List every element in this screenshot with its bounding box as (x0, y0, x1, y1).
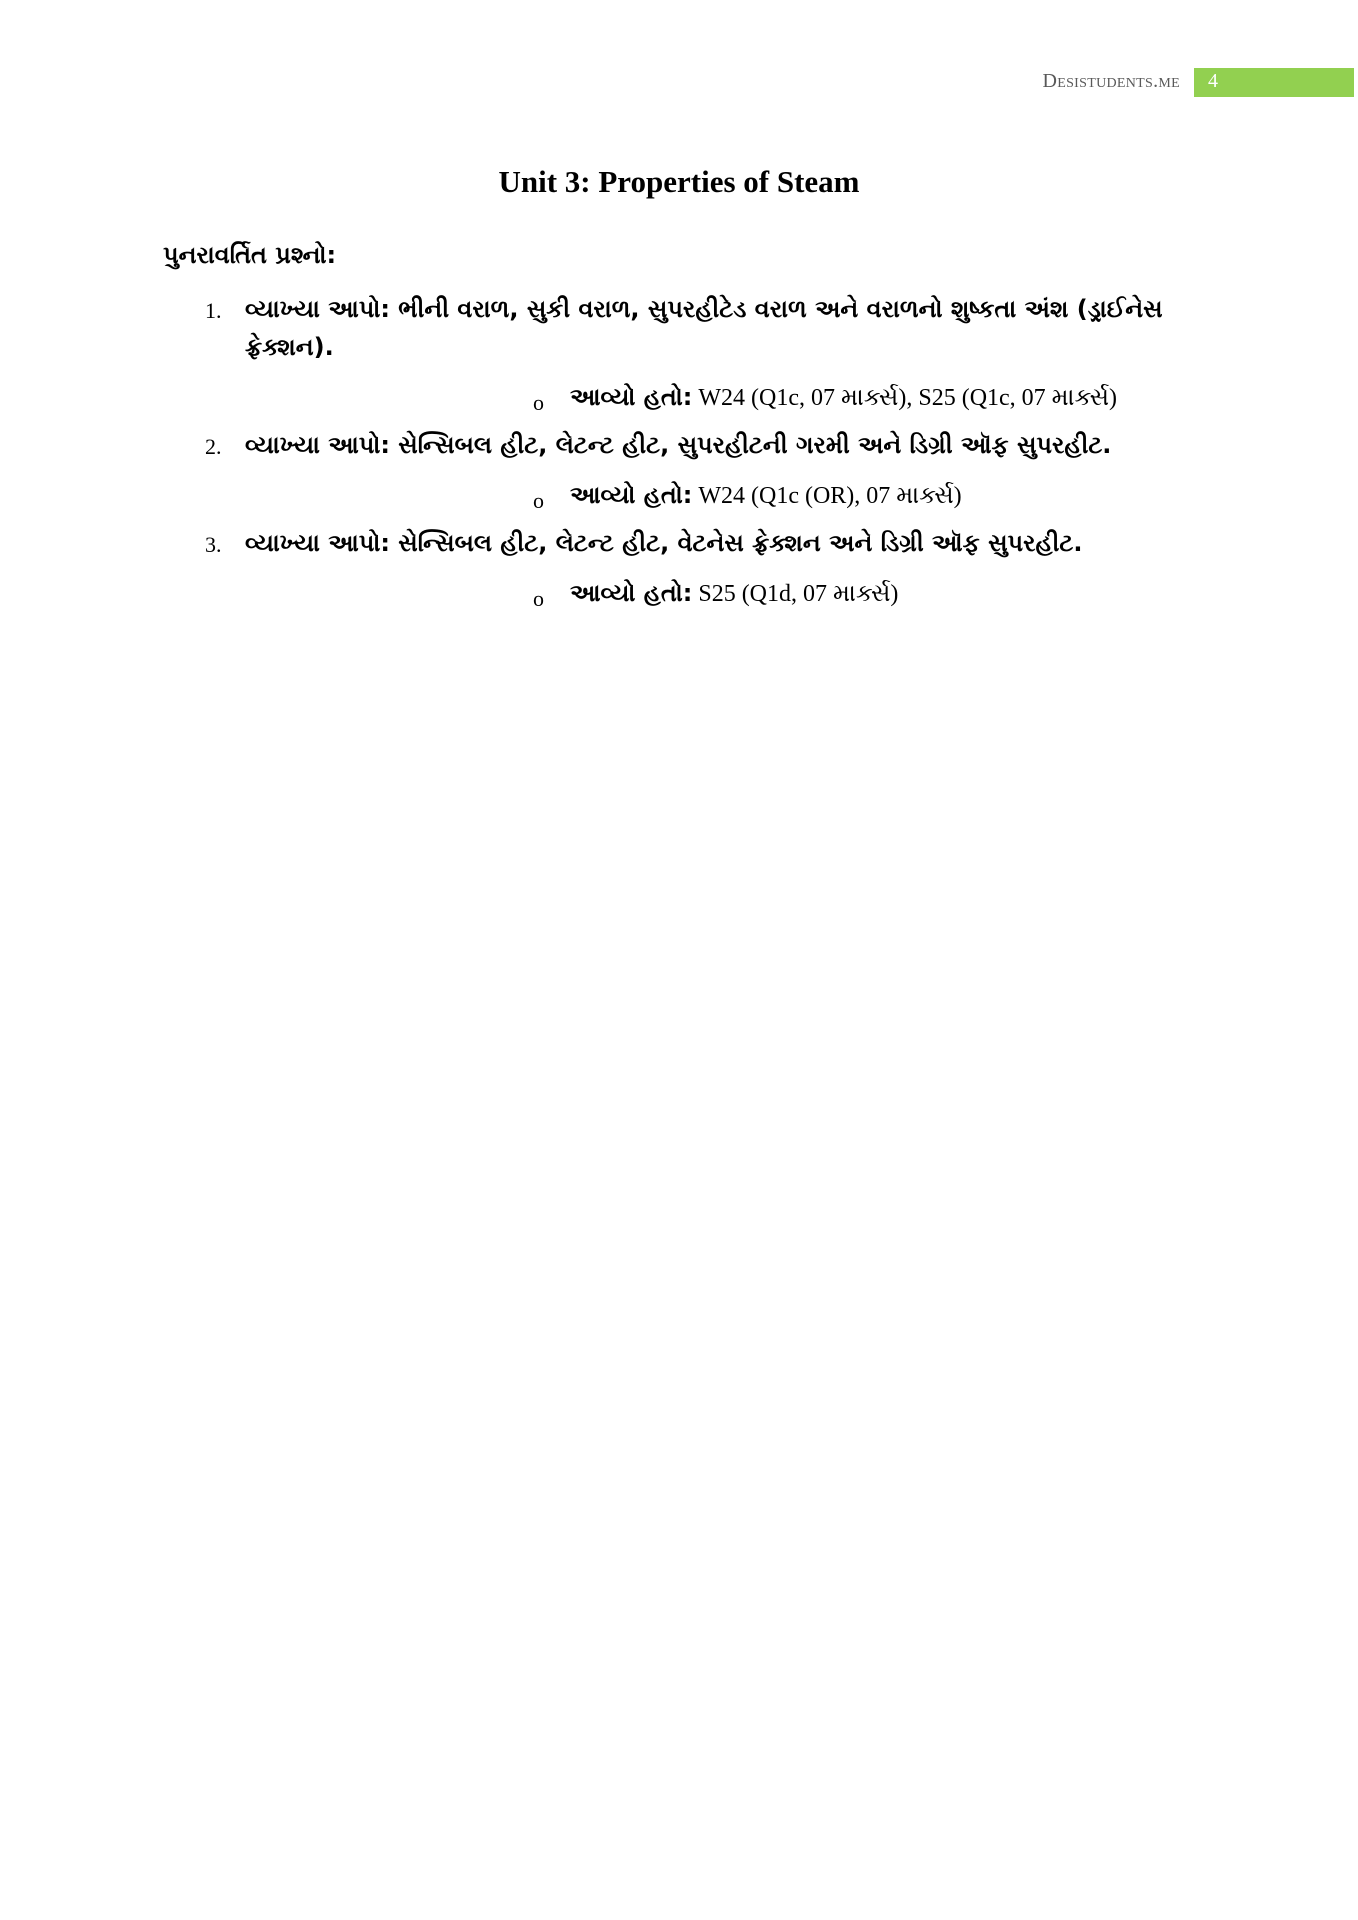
question-list (0, 290, 1358, 622)
appeared-in-item (245, 378, 1198, 420)
appeared-value: S25 (Q1d, 07 માર્ક્સ) (692, 581, 899, 607)
appeared-label: આવ્યો હતો: (570, 481, 693, 509)
question-text: વ્યાખ્યા આપો: સેન્સિબલ હીટ, લેટન્ટ હીટ, વેટનેસ ફ્રેક્શન અને ડિગ્રી ઑફ સુપરહીટ. (245, 529, 1083, 557)
question-item (0, 524, 1358, 616)
question-number: 3. (205, 532, 222, 557)
bullet-icon: o (533, 586, 544, 611)
page-number-box (1194, 68, 1354, 97)
appeared-label: આવ્યો હતો: (570, 579, 693, 607)
page-header (0, 66, 1358, 96)
appeared-in-item (245, 574, 1198, 616)
appeared-value: W24 (Q1c (OR), 07 માર્ક્સ) (692, 483, 962, 509)
appeared-in-item (245, 476, 1198, 518)
question-text: વ્યાખ્યા આપો: ભીની વરાળ, સુકી વરાળ, સુપરહીટેડ વરાળ અને વરાળનો શુષ્કતા અંશ (ડ્રાઈનેસ ફ્રેક્શન). (245, 295, 1163, 361)
question-number: 1. (205, 298, 222, 323)
site-name: Desistudents.me (1042, 70, 1180, 92)
appeared-value: W24 (Q1c, 07 માર્ક્સ), S25 (Q1c, 07 માર્ક્સ) (692, 385, 1118, 411)
bullet-icon: o (533, 488, 544, 513)
question-text: વ્યાખ્યા આપો: સેન્સિબલ હીટ, લેટન્ટ હીટ, સુપરહીટની ગરમી અને ડિગ્રી ઑફ સુપરહીટ. (245, 431, 1112, 459)
question-number: 2. (205, 434, 222, 459)
page-title: Unit 3: Properties of Steam (498, 164, 860, 199)
bullet-icon: o (533, 390, 544, 415)
appeared-label: આવ્યો હતો: (570, 383, 693, 411)
question-item (0, 426, 1358, 518)
question-item (0, 290, 1358, 420)
page-number: 4 (1208, 70, 1218, 92)
section-heading: પુનરાવર્તિત પ્રશ્નો: (163, 241, 337, 269)
